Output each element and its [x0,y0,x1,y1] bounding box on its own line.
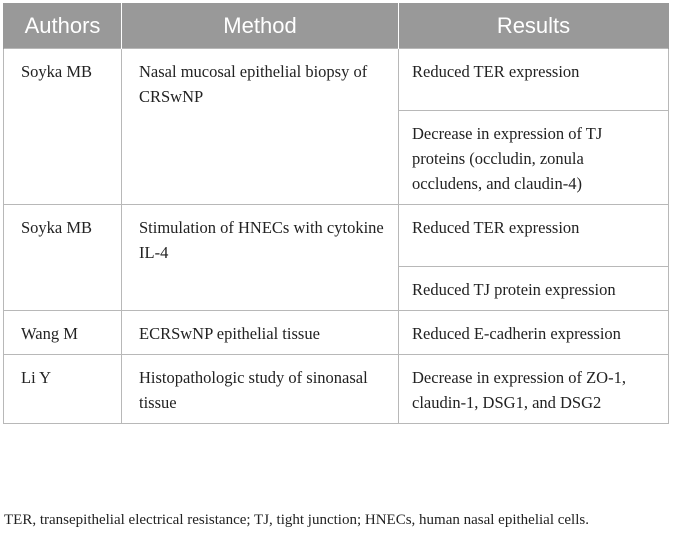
result-cell: Decrease in expression of TJ proteins (occludin, zonula occludens, and claudin-4) [399,111,669,205]
method-cell: Histopathologic study of sinonasal tissue [122,355,399,424]
header-method: Method [122,3,399,49]
table-row [4,49,669,111]
result-cell: Decrease in expression of ZO-1, claudin-1, DSG1, and DSG2 [399,355,669,424]
header-results: Results [399,3,669,49]
table-row [4,205,669,267]
author-cell: Soyka MB [4,205,122,311]
result-cell: Reduced TER expression [399,205,669,267]
result-cell: Reduced E-cadherin expression [399,311,669,355]
results-table-container [3,3,668,424]
table-header-row [4,3,669,49]
author-cell: Li Y [4,355,122,424]
method-cell: ECRSwNP epithelial tissue [122,311,399,355]
header-authors: Authors [4,3,122,49]
result-cell: Reduced TJ protein expression [399,267,669,311]
method-cell: Nasal mucosal epithelial biopsy of CRSwNP [122,49,399,205]
result-cell: Reduced TER expression [399,49,669,111]
author-cell: Soyka MB [4,49,122,205]
table-row [4,355,669,424]
results-table [3,3,669,424]
table-row [4,311,669,355]
method-cell: Stimulation of HNECs with cytokine IL-4 [122,205,399,311]
table-footnote: TER, transepithelial electrical resistance; TJ, tight junction; HNECs, human nasal epithelial cells. [4,512,589,528]
author-cell: Wang M [4,311,122,355]
